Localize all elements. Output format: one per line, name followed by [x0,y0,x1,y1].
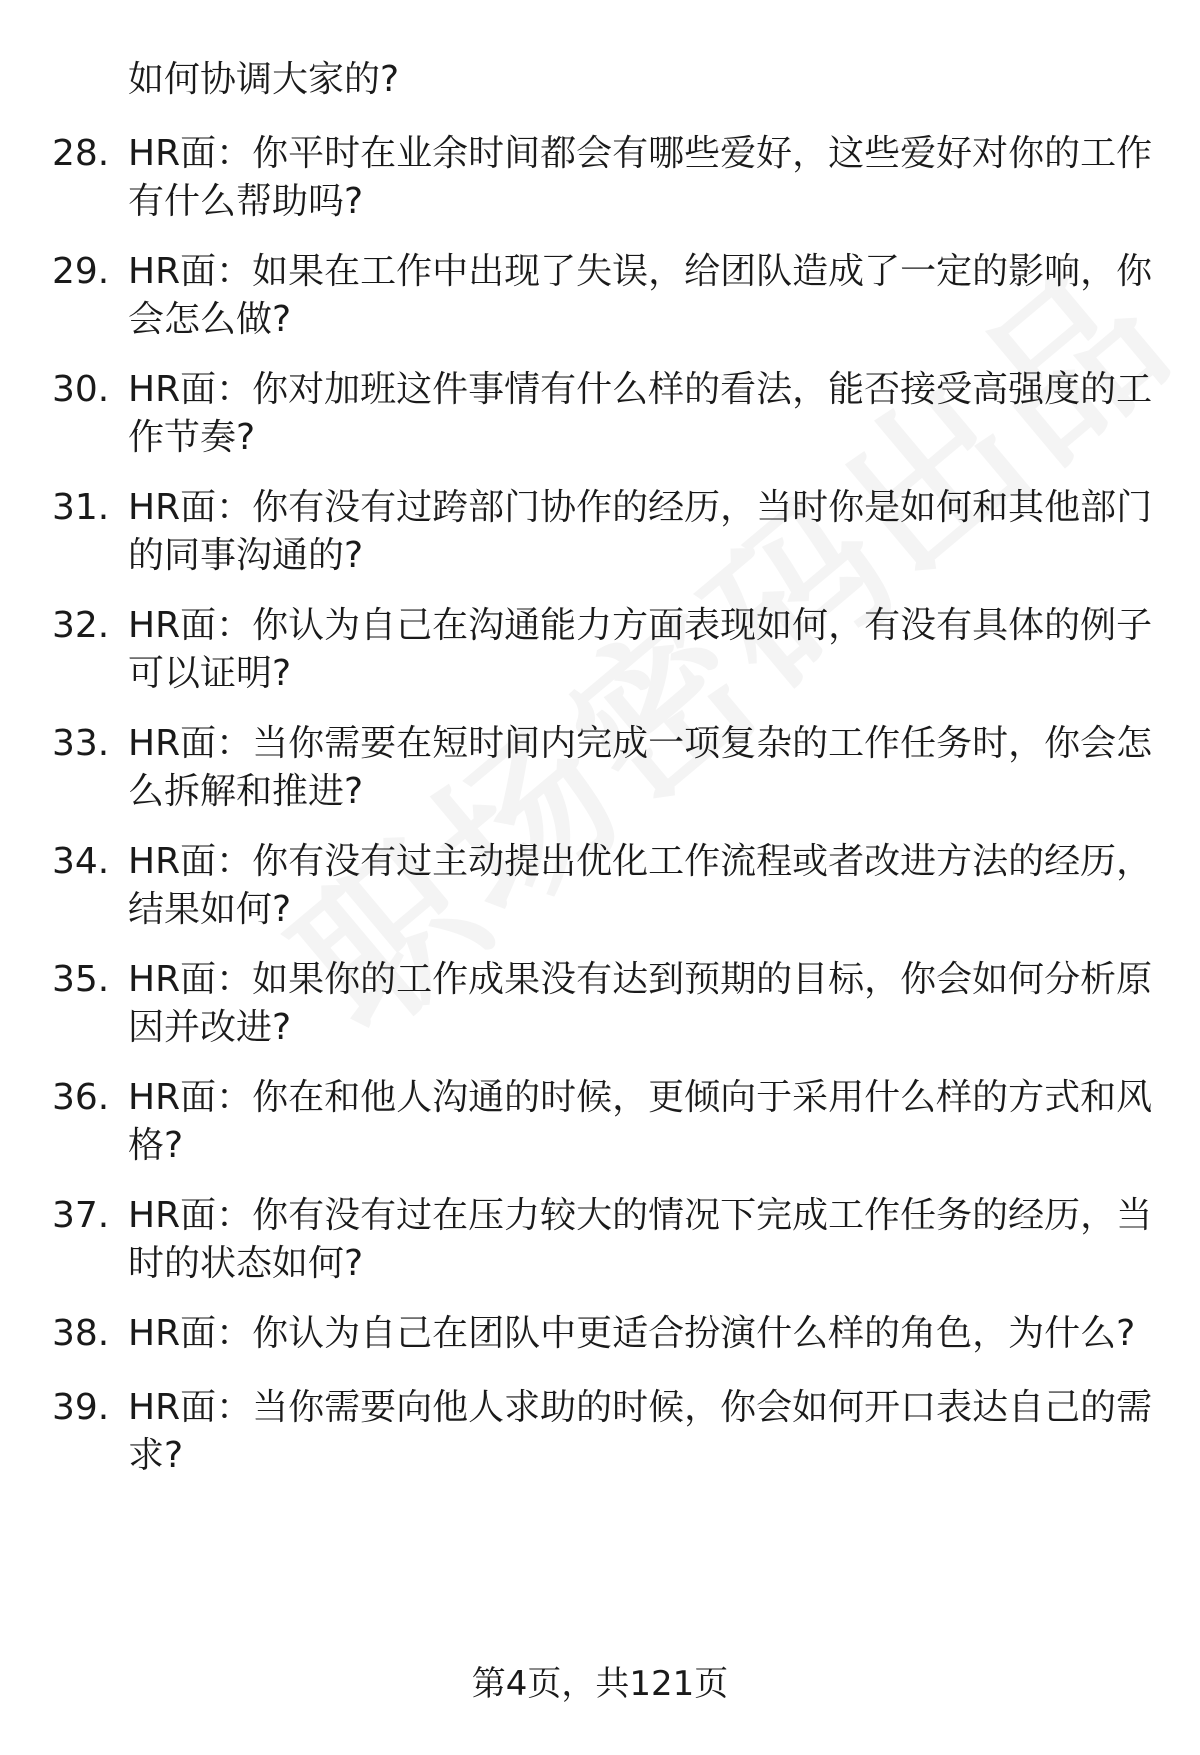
item-text-line: 求? [128,1435,184,1476]
item-number: 39. [52,1387,110,1428]
item-text-line: HR面：你对加班这件事情有什么样的看法，能否接受高强度的工 [128,369,1153,410]
item-text [128,956,1153,1052]
item-number: 32. [52,605,110,646]
item-text-line: 么拆解和推进? [128,771,364,812]
item-text-line: HR面：如果你的工作成果没有达到预期的目标，你会如何分析原 [128,959,1153,1000]
item-text-line: 作节奏? [128,417,256,458]
item-text-line: 有什么帮助吗? [128,181,364,222]
item-number: 31. [52,487,110,528]
question-continuation: 如何协调大家的? [128,59,400,100]
page-number-footer: 第4页，共121页 [471,1664,729,1704]
item-text-line: HR面：你有没有过主动提出优化工作流程或者改进方法的经历， [128,841,1153,882]
item-text-line: HR面：你有没有过在压力较大的情况下完成工作任务的经历，当 [128,1195,1153,1236]
item-text-line: HR面：你认为自己在沟通能力方面表现如何，有没有具体的例子 [128,605,1153,646]
item-text [128,1192,1153,1288]
item-text-line: 格? [128,1125,184,1166]
item-text-line: HR面：你认为自己在团队中更适合扮演什么样的角色，为什么? [128,1313,1136,1354]
item-number: 34. [52,841,110,882]
item-text [128,1384,1153,1480]
item-text-line: 会怎么做? [128,299,292,340]
item-text-line: HR面：当你需要在短时间内完成一项复杂的工作任务时，你会怎 [128,723,1153,764]
item-text [128,1074,1153,1170]
item-text-line: HR面：你平时在业余时间都会有哪些爱好，这些爱好对你的工作 [128,133,1153,174]
item-number: 37. [52,1195,110,1236]
item-number: 29. [52,251,110,292]
item-text [128,130,1153,226]
item-text [128,1310,1148,1358]
item-text [128,720,1153,816]
item-text-line: 时的状态如何? [128,1243,364,1284]
item-text [128,248,1153,344]
item-number: 35. [52,959,110,1000]
item-text-line: 可以证明? [128,653,292,694]
item-number: 30. [52,369,110,410]
item-number: 33. [52,723,110,764]
item-number: 28. [52,133,110,174]
item-text-line: 因并改进? [128,1007,292,1048]
item-text-line: 结果如何? [128,889,292,930]
item-number: 38. [52,1313,110,1354]
item-text-line: HR面：如果在工作中出现了失误，给团队造成了一定的影响，你 [128,251,1153,292]
item-text [128,484,1153,580]
item-text-line: HR面：你在和他人沟通的时候，更倾向于采用什么样的方式和风 [128,1077,1153,1118]
item-text-line: 的同事沟通的? [128,535,364,576]
item-text [128,838,1153,934]
item-text-line: HR面：当你需要向他人求助的时候，你会如何开口表达自己的需 [128,1387,1153,1428]
item-text [128,602,1153,698]
item-number: 36. [52,1077,110,1118]
item-text-line: HR面：你有没有过跨部门协作的经历，当时你是如何和其他部门 [128,487,1153,528]
item-text [128,366,1153,462]
